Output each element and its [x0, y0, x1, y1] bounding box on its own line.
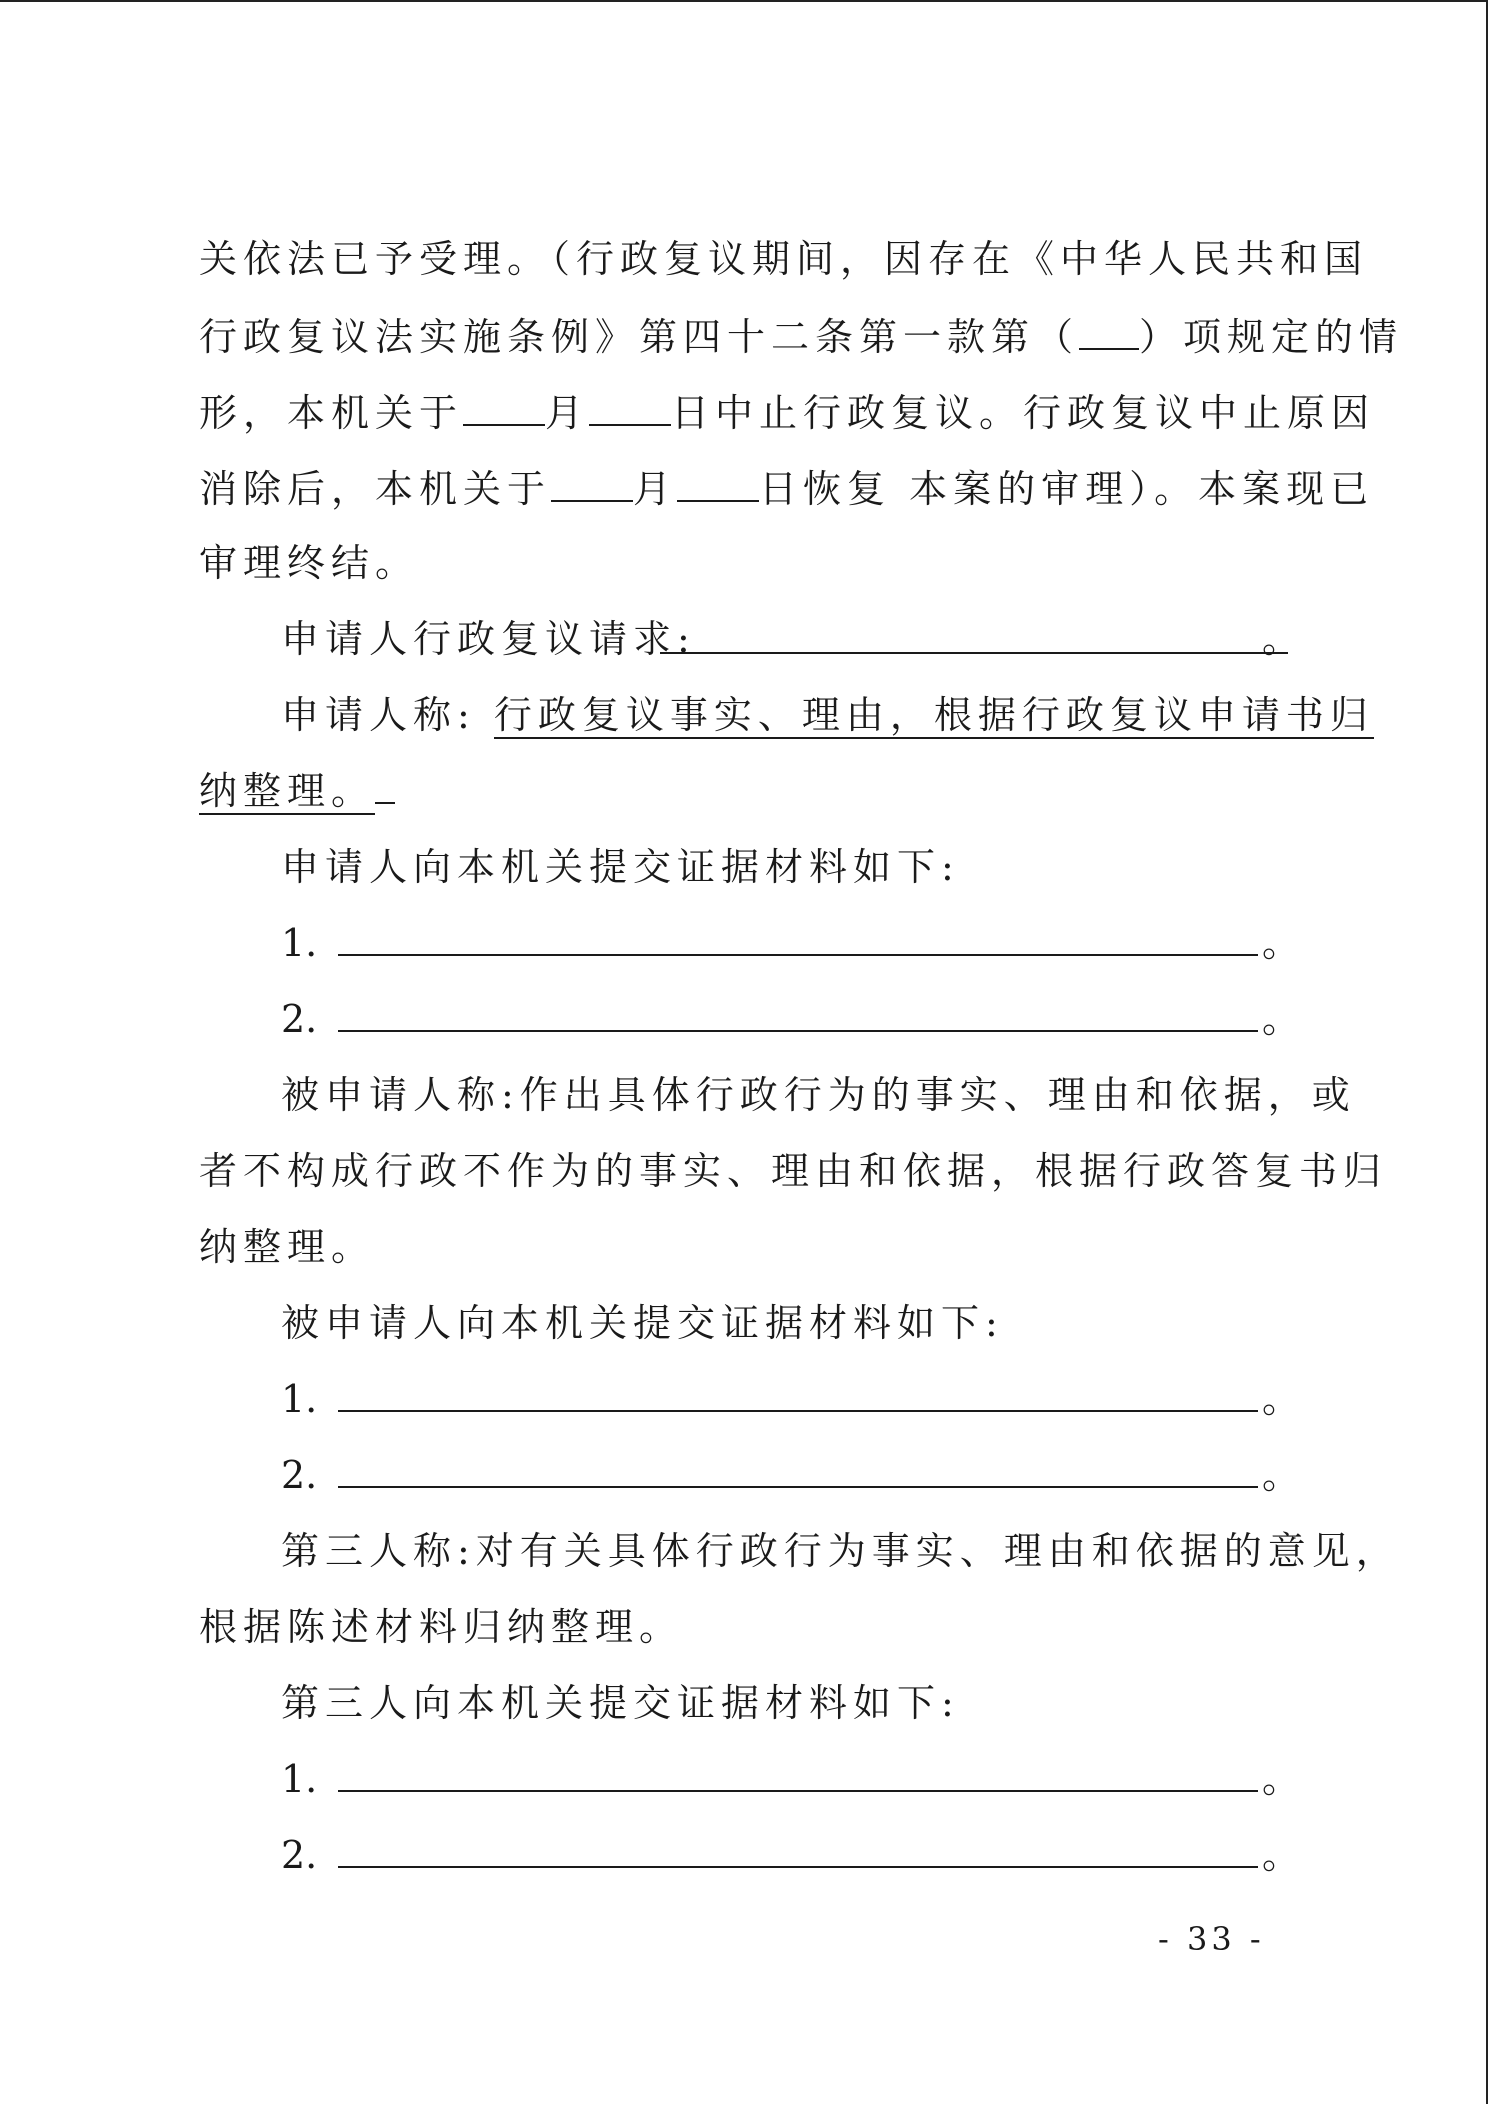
period-mark	[1262, 994, 1306, 1044]
respondent-claim-line-1	[281, 1070, 1356, 1120]
respondent-evidence-item-2	[281, 1450, 317, 1500]
underline-tail	[375, 802, 395, 804]
label-text: 申请人向本机关提交证据材料如下:	[281, 845, 960, 889]
label-text: 申请人行政复议请求:	[281, 617, 696, 661]
item-number: 2.	[281, 1833, 318, 1877]
body-text: 纳整理。	[199, 1225, 376, 1269]
fill-blank[interactable]	[1079, 310, 1139, 350]
day-blank[interactable]	[589, 386, 671, 426]
period-text: 。	[1262, 617, 1307, 661]
third-party-claim-line-2	[199, 1602, 683, 1652]
period-text: 。	[1262, 1833, 1307, 1877]
respondent-evidence-label	[281, 1298, 1004, 1348]
item-number: 2.	[281, 1453, 318, 1497]
page-number-text: - 33 -	[1158, 1920, 1265, 1958]
underlined-text: 行政复议事实、理由，根据行政复议申请书归	[493, 693, 1374, 737]
applicant-request-label	[281, 614, 696, 664]
month-blank[interactable]	[551, 462, 633, 502]
body-line-1	[199, 234, 1368, 284]
item-number: 1.	[281, 1757, 318, 1801]
period-mark	[1262, 1754, 1306, 1804]
label-text: 被申请人向本机关提交证据材料如下:	[281, 1301, 1004, 1345]
body-line-5	[199, 538, 419, 588]
body-text: 关依法已予受理。（行政复议期间，因存在《中华人民共和国	[199, 237, 1369, 281]
applicant-evidence-item-2	[281, 994, 317, 1044]
body-text: 形，本机关于	[199, 391, 464, 435]
body-text: 消除后，本机关于	[199, 467, 552, 511]
body-line-4	[199, 462, 1374, 514]
item-number: 1.	[281, 921, 318, 965]
period-text: 。	[1262, 1377, 1307, 1421]
item-number: 1.	[281, 1377, 318, 1421]
third-party-claim-line-1	[281, 1526, 1400, 1576]
period-text: 。	[1262, 1757, 1307, 1801]
body-text: 行政复议法实施条例》第四十二条第一款第（	[199, 315, 1080, 359]
third-party-evidence-label	[281, 1678, 960, 1728]
third-party-evidence-item-1	[281, 1754, 317, 1804]
body-text: 第三人称:对有关具体行政行为事实、理由和依据的意见，	[281, 1529, 1400, 1573]
third-party-evidence-item-2	[281, 1830, 317, 1880]
body-text: 审理终结。	[199, 541, 420, 585]
body-line-3	[199, 386, 1375, 438]
respondent-claim-line-2	[199, 1146, 1387, 1196]
respondent-evidence-blank-2[interactable]	[338, 1486, 1258, 1488]
body-text: 根据陈述材料归纳整理。	[199, 1605, 684, 1649]
respondent-evidence-item-1	[281, 1374, 317, 1424]
applicant-evidence-blank-2[interactable]	[338, 1030, 1258, 1032]
respondent-evidence-blank-1[interactable]	[338, 1410, 1258, 1412]
label-text: 申请人称:	[281, 693, 476, 737]
item-number: 2.	[281, 997, 318, 1041]
applicant-evidence-blank-1[interactable]	[338, 954, 1258, 956]
period-mark	[1262, 1830, 1306, 1880]
body-text: 月	[545, 391, 590, 435]
respondent-claim-line-3	[199, 1222, 375, 1272]
body-line-2	[199, 310, 1403, 362]
third-party-evidence-blank-2[interactable]	[338, 1866, 1258, 1868]
period-text: 。	[1262, 1453, 1307, 1497]
label-text: 第三人向本机关提交证据材料如下:	[281, 1681, 960, 1725]
period-mark	[1262, 614, 1306, 664]
applicant-request-blank[interactable]	[660, 652, 1288, 654]
day-blank[interactable]	[677, 462, 759, 502]
period-text: 。	[1262, 997, 1307, 1041]
period-mark	[1262, 918, 1306, 968]
applicant-evidence-label	[281, 842, 960, 892]
page-top-border	[0, 0, 1488, 2]
page-number	[1158, 1920, 1265, 1958]
body-text: 被申请人称:作出具体行政行为的事实、理由和依据，或	[281, 1073, 1356, 1117]
month-blank[interactable]	[463, 386, 545, 426]
body-text: 者不构成行政不作为的事实、理由和依据，根据行政答复书归	[199, 1149, 1388, 1193]
applicant-evidence-item-1	[281, 918, 317, 968]
period-text: 。	[1262, 921, 1307, 965]
applicant-claim-line-2	[199, 766, 395, 816]
period-mark	[1262, 1374, 1306, 1424]
body-text: ）项规定的情	[1139, 315, 1404, 359]
body-text: 日中止行政复议。行政复议中止原因	[671, 391, 1376, 435]
period-mark	[1262, 1450, 1306, 1500]
applicant-claim-line-1	[281, 690, 1374, 740]
body-text: 日恢复 本案的审理）。本案现已	[759, 467, 1375, 511]
body-text: 月	[633, 467, 678, 511]
underlined-text: 纳整理。	[199, 769, 376, 813]
third-party-evidence-blank-1[interactable]	[338, 1790, 1258, 1792]
